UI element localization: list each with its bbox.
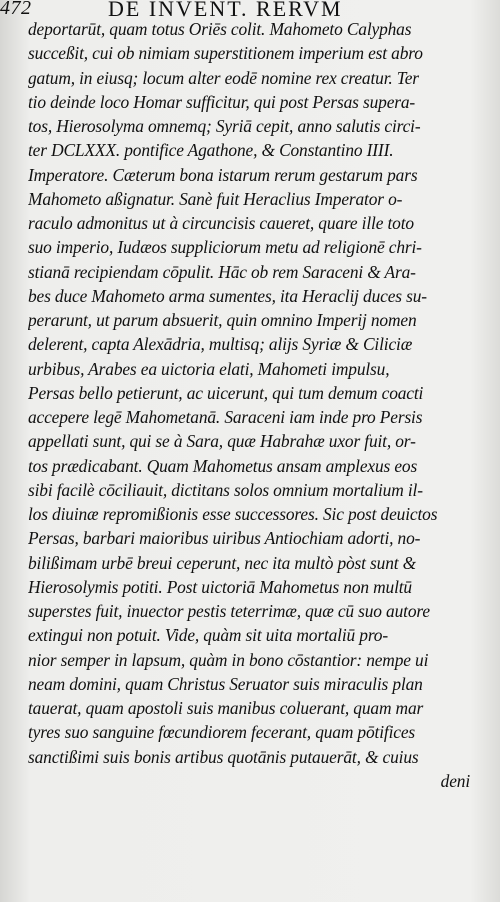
text-line: ter DCLXXX. pontifice Agathone, & Constantino IIII. <box>28 140 394 161</box>
text-line: deportarūt, quam totus Oriēs colit. Mahometo Calyphas <box>28 19 412 39</box>
text-line: Imperatore. Cæterum bona istarum rerum gestarum pars <box>28 164 418 185</box>
text-line: superstes fuit, inuector pestis teterrimæ, quæ cū suo autore <box>28 601 430 621</box>
text-line: tio deinde loco Homar sufficitur, qui post Persas supera- <box>28 91 416 112</box>
text-line: Hierosolymis potiti. Post uictoriā Mahometus non multū <box>28 576 412 597</box>
text-line: neam domini, quam Christus Seruator suis miraculis plan <box>28 673 423 694</box>
text-line: tyres suo sanguine fœcundiorem fecerant, quam pōtifices <box>28 722 416 743</box>
text-line: Mahometo aßignatur. Sanè fuit Heraclius Imperator o- <box>28 188 403 209</box>
text-line: stianā recipiendam cōpulit. Hāc ob rem Saraceni & Ara- <box>28 261 416 282</box>
text-line: tauerat, quam apostoli suis manibus coluerant, quam mar <box>28 698 424 718</box>
text-line: Persas, barbari maioribus uiribus Antiochiam adorti, no- <box>28 528 421 549</box>
text-line: bilißimam urbē breui ceperunt, nec ita multò pòst sunt & <box>28 552 417 573</box>
text-line: delerent, capta Alexādria, multisq; alijs Syriæ & Ciliciæ <box>28 334 413 355</box>
text-line: bes duce Mahometo arma sumentes, ita Heraclij duces su- <box>28 285 427 306</box>
text-line: accepere legē Mahometanā. Saraceni iam inde pro Persis <box>28 407 423 427</box>
text-line: Persas bello petierunt, ac uicerunt, qui tum demum coacti <box>28 382 424 403</box>
text-line: perarunt, ut parum absuerit, quin omnino Imperij nomen <box>28 310 417 330</box>
text-line: tos prædicabant. Quam Mahometus ansam amplexus eos <box>28 455 418 476</box>
text-line: sanctißimi suis bonis artibus quotānis putauerāt, & cuius <box>28 746 419 767</box>
running-title: DE INVENT. RERVM <box>108 0 343 21</box>
text-line: sibi facilè cōciliauit, dictitans solos omnium mortalium il- <box>28 479 423 500</box>
text-line: raculo admonitus ut à circuncisis caueret, quare ille toto <box>28 213 414 233</box>
text-line: nior semper in lapsum, quàm in bono cōstantior: nempe ui <box>28 649 429 670</box>
text-line: los diuinæ repromißionis esse successores. Sic post deuictos <box>28 504 438 524</box>
text-line: succeßit, cui ob nimiam superstitionem imperium est abro <box>28 43 423 64</box>
catchword: deni <box>440 770 470 791</box>
text-line: appellati sunt, qui se à Sara, quæ Habrahæ uxor fuit, or- <box>28 431 416 452</box>
text-line: suo imperio, Iudæos suppliciorum metu ad religionē chri- <box>28 237 422 258</box>
text-line: gatum, in eiusq; locum alter eodē nomine rex creatur. Ter <box>28 67 419 88</box>
text-line: tos, Hierosolyma omnemq; Syriā cepit, anno salutis circi- <box>28 116 421 136</box>
page-number: 472 <box>0 0 32 19</box>
body-text <box>28 17 498 793</box>
text-line: extingui non potuit. Vide, quàm sit uita mortaliū pro- <box>28 625 388 646</box>
text-line: urbibus, Arabes ea uictoria elati, Mahometi impulsu, <box>28 358 390 379</box>
